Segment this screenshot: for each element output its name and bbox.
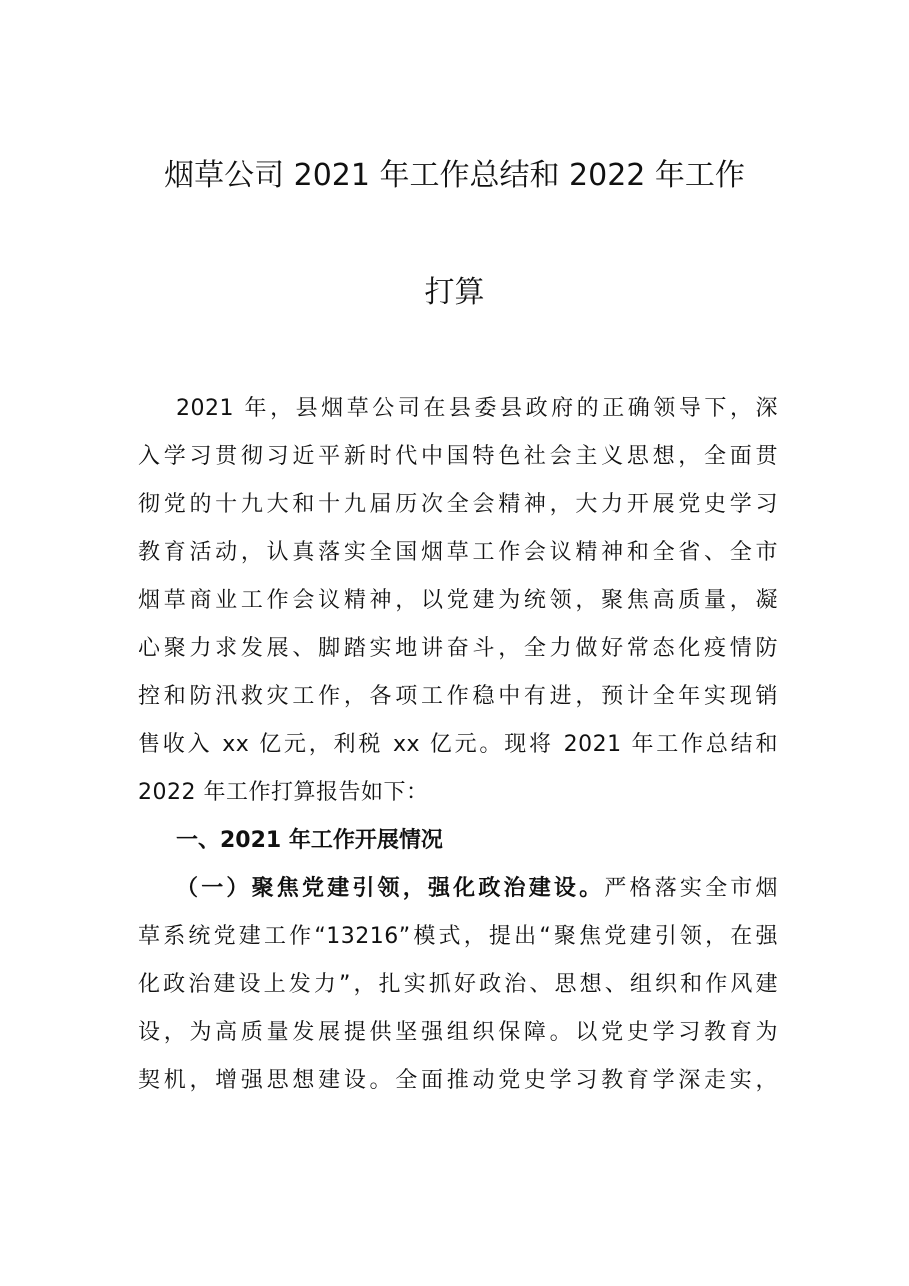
document-title-line-2: 打算 bbox=[424, 275, 485, 310]
intro-line-3: 彻党的十九大和十九届历次全会精神，大力开展党史学习 bbox=[138, 492, 778, 517]
sub-section-line-4: 设，为高质量发展提供坚强组织保障。以党史学习教育为 bbox=[138, 1020, 778, 1045]
document-title-line-1: 烟草公司 2021 年工作总结和 2022 年工作 bbox=[164, 158, 745, 193]
intro-line-7: 控和防汛救灾工作，各项工作稳中有进，预计全年实现销 bbox=[138, 684, 778, 709]
sub-section-first-line-text: 严格落实全市烟 bbox=[604, 876, 778, 901]
intro-line-4: 教育活动，认真落实全国烟草工作会议精神和全省、全市 bbox=[138, 540, 778, 565]
intro-line-8: 售收入 xx 亿元，利税 xx 亿元。现将 2021 年工作总结和 bbox=[138, 732, 778, 757]
intro-line-2: 入学习贯彻习近平新时代中国特色社会主义思想，全面贯 bbox=[138, 444, 778, 469]
sub-section-heading: （一）聚焦党建引领，强化政治建设。 bbox=[176, 876, 605, 901]
sub-section-first-line bbox=[176, 867, 778, 911]
section-heading: 一、2021 年工作开展情况 bbox=[176, 828, 443, 853]
sub-section-line-3: 化政治建设上发力”，扎实抓好政治、思想、组织和作风建 bbox=[138, 972, 778, 997]
sub-section-line-5: 契机，增强思想建设。全面推动党史学习教育学深走实， bbox=[138, 1068, 778, 1093]
intro-line-1: 2021 年，县烟草公司在县委县政府的正确领导下，深 bbox=[176, 396, 778, 421]
sub-section-line-2: 草系统党建工作“13216”模式，提出“聚焦党建引领，在强 bbox=[138, 924, 778, 949]
intro-line-6: 心聚力求发展、脚踏实地讲奋斗，全力做好常态化疫情防 bbox=[138, 636, 778, 661]
intro-line-5: 烟草商业工作会议精神，以党建为统领，聚焦高质量，凝 bbox=[138, 588, 778, 613]
intro-line-9: 2022 年工作打算报告如下： bbox=[138, 780, 429, 805]
